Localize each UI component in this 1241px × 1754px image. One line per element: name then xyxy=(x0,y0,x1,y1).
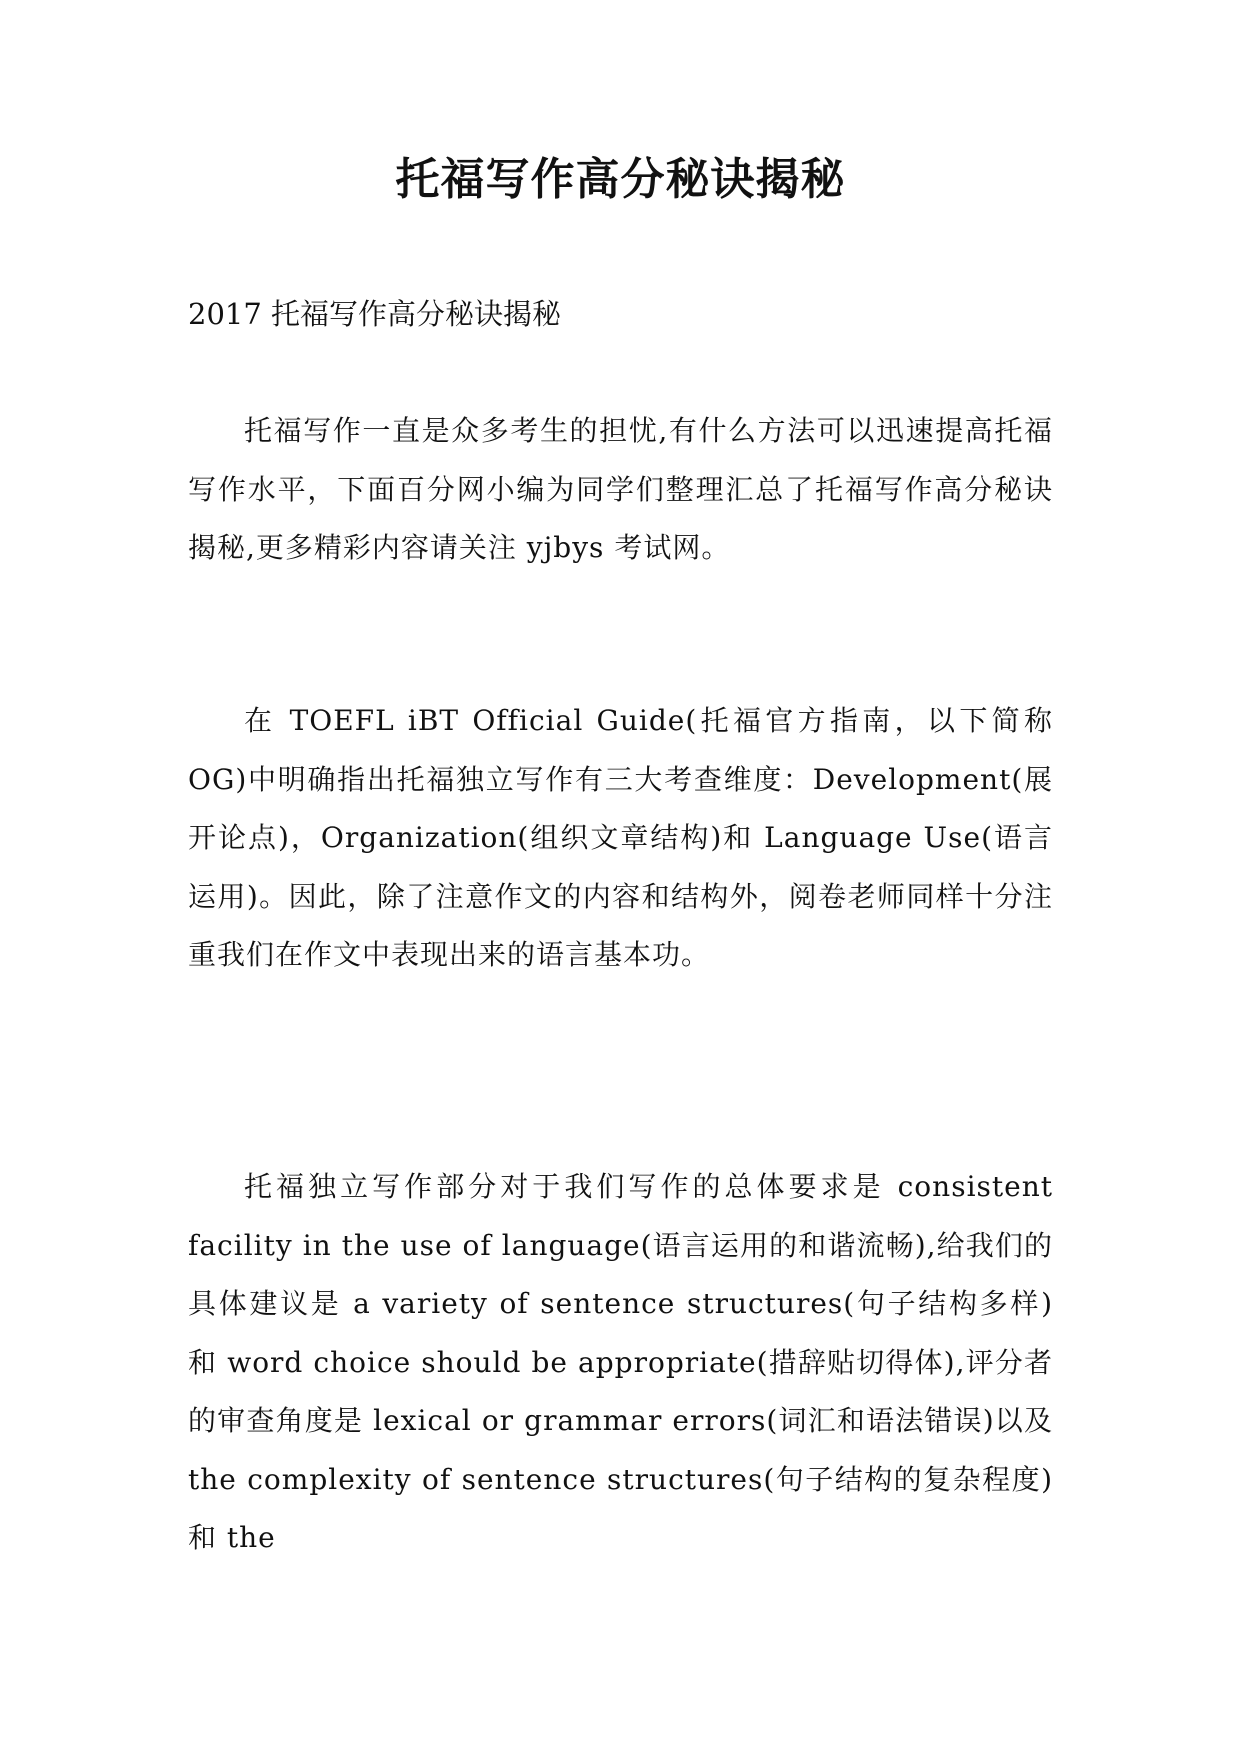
document-title: 托福写作高分秘诀揭秘 xyxy=(395,154,846,205)
paragraph-intro: 托福写作一直是众多考生的担忧,有什么方法可以迅速提高托福写作水平，下面百分网小编为同学们整理汇总了托福写作高分秘诀揭秘,更多精彩内容请关注 yjbys 考试网。 xyxy=(188,414,1053,564)
document-subtitle: 2017 托福写作高分秘诀揭秘 xyxy=(188,297,562,331)
paragraph-language-requirements: 托福独立写作部分对于我们写作的总体要求是 consistent facility in the use of language(语言运用的和谐流畅),给我们的具体建议是 a variety of sentence structures(句子结构多样)和 word choice should be appropriate(措辞贴切得体),评分者的审查角度是 lexical or grammar errors(词汇和语法错误)以及 the complexity of sentence structures(句子结构的复杂程度)和 the xyxy=(188,1170,1053,1554)
paragraph-og-dimensions: 在 TOEFL iBT Official Guide(托福官方指南，以下简称 OG)中明确指出托福独立写作有三大考查维度：Development(展开论点)，Organization(组织文章结构)和 Language Use(语言运用)。因此，除了注意作文的内容和结构外，阅卷老师同样十分注重我们在作文中表现出来的语言基本功。 xyxy=(188,704,1053,971)
